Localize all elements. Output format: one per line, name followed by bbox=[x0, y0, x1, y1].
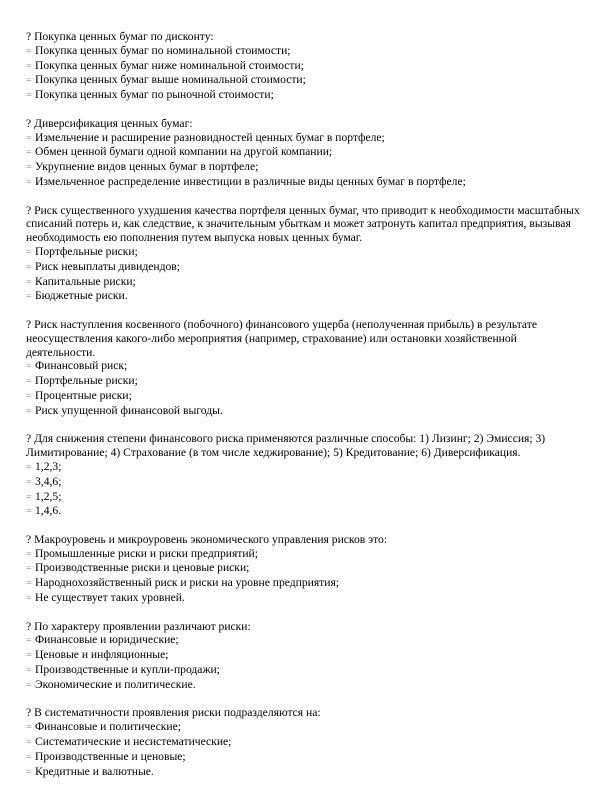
answer-marker-icon: = bbox=[26, 75, 32, 87]
answer-option bbox=[26, 561, 586, 576]
question-mark-prefix: ? bbox=[26, 619, 32, 633]
answer-marker-icon: = bbox=[26, 506, 32, 518]
question-text bbox=[26, 117, 586, 131]
answer-option bbox=[26, 260, 586, 275]
answer-option bbox=[26, 490, 586, 505]
answer-option bbox=[26, 648, 586, 663]
answer-marker-icon: = bbox=[26, 147, 32, 159]
answer-option bbox=[26, 663, 586, 678]
answer-marker-icon: = bbox=[26, 548, 32, 560]
question-mark-prefix: ? bbox=[26, 116, 32, 130]
answer-option bbox=[26, 88, 586, 103]
answer-text: Покупка ценных бумаг по номинальной стоимости; bbox=[35, 43, 291, 57]
answer-option bbox=[26, 591, 586, 606]
question-text bbox=[26, 432, 586, 460]
answer-marker-icon: = bbox=[26, 405, 32, 417]
answer-text: Покупка ценных бумаг выше номинальной стоимости; bbox=[35, 73, 306, 87]
answer-marker-icon: = bbox=[26, 361, 32, 373]
answer-text: Портфельные риски; bbox=[35, 244, 138, 258]
answer-option bbox=[26, 765, 586, 780]
answer-text: Ценовые и инфляционные; bbox=[35, 648, 169, 662]
answer-option bbox=[26, 389, 586, 404]
answer-marker-icon: = bbox=[26, 90, 32, 102]
answer-marker-icon: = bbox=[26, 578, 32, 590]
answer-list bbox=[26, 359, 586, 418]
answer-option bbox=[26, 44, 586, 59]
answer-marker-icon: = bbox=[26, 635, 32, 647]
answer-marker-icon: = bbox=[26, 162, 32, 174]
question-mark-prefix: ? bbox=[26, 432, 32, 446]
answer-marker-icon: = bbox=[26, 491, 32, 503]
question-mark-prefix: ? bbox=[26, 532, 32, 546]
answer-text: Производственные и ценовые; bbox=[35, 749, 186, 763]
answer-option bbox=[26, 73, 586, 88]
answer-marker-icon: = bbox=[26, 563, 32, 575]
answer-option bbox=[26, 275, 586, 290]
answer-option bbox=[26, 547, 586, 562]
answer-option bbox=[26, 475, 586, 490]
question-body: Риск наступления косвенного (побочного) финансового ущерба (неполученная прибыль) в результате неосуществления какого-либо мероприятия (например, страхование) или остановки хозяйственной деятельности. bbox=[26, 317, 537, 359]
answer-text: Капитальные риски; bbox=[35, 274, 136, 288]
answer-text: Не существует таких уровней. bbox=[35, 591, 185, 605]
answer-option bbox=[26, 633, 586, 648]
answer-text: Укрупнение видов ценных бумаг в портфеле; bbox=[35, 160, 259, 174]
answer-text: Измельчение и расширение разновидностей ценных бумаг в портфеле; bbox=[35, 130, 385, 144]
answer-text: Промышленные риски и риски предприятий; bbox=[35, 546, 258, 560]
answer-text: Покупка ценных бумаг по рыночной стоимости; bbox=[35, 88, 274, 102]
answer-text: Обмен ценной бумаги одной компании на другой компании; bbox=[35, 145, 333, 159]
question-mark-prefix: ? bbox=[26, 30, 32, 43]
answer-text: Экономические и политические. bbox=[35, 677, 196, 691]
answer-marker-icon: = bbox=[26, 132, 32, 144]
answer-marker-icon: = bbox=[26, 593, 32, 605]
answer-text: Риск упущенной финансовой выгоды. bbox=[35, 403, 223, 417]
answer-marker-icon: = bbox=[26, 737, 32, 749]
question-text bbox=[26, 318, 586, 359]
answer-text: Производственные риски и ценовые риски; bbox=[35, 561, 250, 575]
question-block bbox=[26, 620, 586, 693]
answer-list bbox=[26, 720, 586, 779]
answer-option bbox=[26, 735, 586, 750]
question-block bbox=[26, 706, 586, 779]
answer-option bbox=[26, 404, 586, 419]
answer-marker-icon: = bbox=[26, 60, 32, 72]
question-mark-prefix: ? bbox=[26, 706, 32, 720]
answer-text: Покупка ценных бумаг ниже номинальной стоимости; bbox=[35, 58, 304, 72]
question-text bbox=[26, 204, 586, 245]
answer-list bbox=[26, 460, 586, 519]
answer-option bbox=[26, 289, 586, 304]
answer-marker-icon: = bbox=[26, 291, 32, 303]
answer-marker-icon: = bbox=[26, 665, 32, 677]
answer-text: 3,4,6; bbox=[35, 474, 62, 488]
answer-text: Кредитные и валютные. bbox=[35, 764, 154, 778]
answer-list bbox=[26, 633, 586, 692]
answer-list bbox=[26, 131, 586, 190]
question-block bbox=[26, 117, 586, 190]
answer-option bbox=[26, 59, 586, 74]
answer-option bbox=[26, 504, 586, 519]
question-block bbox=[26, 533, 586, 606]
answer-marker-icon: = bbox=[26, 766, 32, 778]
answer-text: Портфельные риски; bbox=[35, 374, 138, 388]
answer-option bbox=[26, 678, 586, 693]
answer-text: 1,2,3; bbox=[35, 459, 62, 473]
answer-marker-icon: = bbox=[26, 476, 32, 488]
answer-option bbox=[26, 175, 586, 190]
answer-text: Риск невыплаты дивидендов; bbox=[35, 259, 180, 273]
answer-text: 1,2,5; bbox=[35, 489, 62, 503]
answer-text: Измельченное распределение инвестиции в различные виды ценных бумаг в портфеле; bbox=[35, 174, 466, 188]
answer-text: Бюджетные риски. bbox=[35, 289, 128, 303]
question-body: По характеру проявлении различают риски: bbox=[34, 619, 251, 633]
question-text bbox=[26, 30, 586, 44]
answer-text: Финансовые и юридические; bbox=[35, 633, 179, 647]
answer-option bbox=[26, 160, 586, 175]
question-text bbox=[26, 706, 586, 720]
answer-option bbox=[26, 750, 586, 765]
question-body: Для снижения степени финансового риска применяются различные способы: 1) Лизинг; 2) Эмиссия; 3) Лимитирование; 4) Страхование (в том числе хеджирование); 5) Кредитование; 6) Диверсификация. bbox=[26, 432, 546, 460]
question-text bbox=[26, 533, 586, 547]
answer-marker-icon: = bbox=[26, 722, 32, 734]
answer-text: Систематические и несистематические; bbox=[35, 735, 232, 749]
answer-option bbox=[26, 131, 586, 146]
answer-list bbox=[26, 44, 586, 103]
question-list bbox=[26, 30, 586, 793]
question-mark-prefix: ? bbox=[26, 317, 32, 331]
question-body: Покупка ценных бумаг по дисконту: bbox=[34, 30, 214, 43]
answer-option bbox=[26, 720, 586, 735]
answer-marker-icon: = bbox=[26, 376, 32, 388]
answer-marker-icon: = bbox=[26, 261, 32, 273]
answer-text: Финансовый риск; bbox=[35, 359, 128, 373]
answer-marker-icon: = bbox=[26, 461, 32, 473]
answer-option bbox=[26, 245, 586, 260]
question-body: В систематичности проявления риски подразделяются на: bbox=[34, 706, 321, 720]
question-body: Диверсификация ценных бумаг: bbox=[34, 116, 193, 130]
question-block bbox=[26, 318, 586, 419]
answer-option bbox=[26, 374, 586, 389]
question-body: Макроуровень и микроуровень экономического управления рисков это: bbox=[34, 532, 388, 546]
answer-text: Производственные и купли-продажи; bbox=[35, 663, 220, 677]
question-body: Риск существенного ухудшения качества портфеля ценных бумаг, что приводит к необходимости масштабных списаний потерь и, как следствие, к значительным убыткам и может затронуть капитал предприятия, вызывая необходимость ею пополнения путем выпуска новых ценных бумаг. bbox=[26, 203, 580, 245]
answer-marker-icon: = bbox=[26, 45, 32, 57]
answer-option bbox=[26, 145, 586, 160]
answer-text: 1,4,6. bbox=[35, 504, 62, 518]
answer-list bbox=[26, 245, 586, 304]
question-block bbox=[26, 432, 586, 519]
answer-marker-icon: = bbox=[26, 176, 32, 188]
question-block bbox=[26, 30, 586, 103]
answer-option bbox=[26, 576, 586, 591]
answer-option bbox=[26, 359, 586, 374]
answer-text: Процентные риски; bbox=[35, 388, 132, 402]
answer-marker-icon: = bbox=[26, 650, 32, 662]
answer-text: Финансовые и политические; bbox=[35, 720, 181, 734]
answer-marker-icon: = bbox=[26, 679, 32, 691]
answer-marker-icon: = bbox=[26, 276, 32, 288]
answer-list bbox=[26, 547, 586, 606]
answer-marker-icon: = bbox=[26, 390, 32, 402]
answer-option bbox=[26, 460, 586, 475]
question-text bbox=[26, 620, 586, 634]
question-block bbox=[26, 204, 586, 305]
question-mark-prefix: ? bbox=[26, 203, 32, 217]
answer-marker-icon: = bbox=[26, 246, 32, 258]
answer-text: Народнохозяйственный риск и риски на уровне предприятия; bbox=[35, 576, 340, 590]
answer-marker-icon: = bbox=[26, 751, 32, 763]
